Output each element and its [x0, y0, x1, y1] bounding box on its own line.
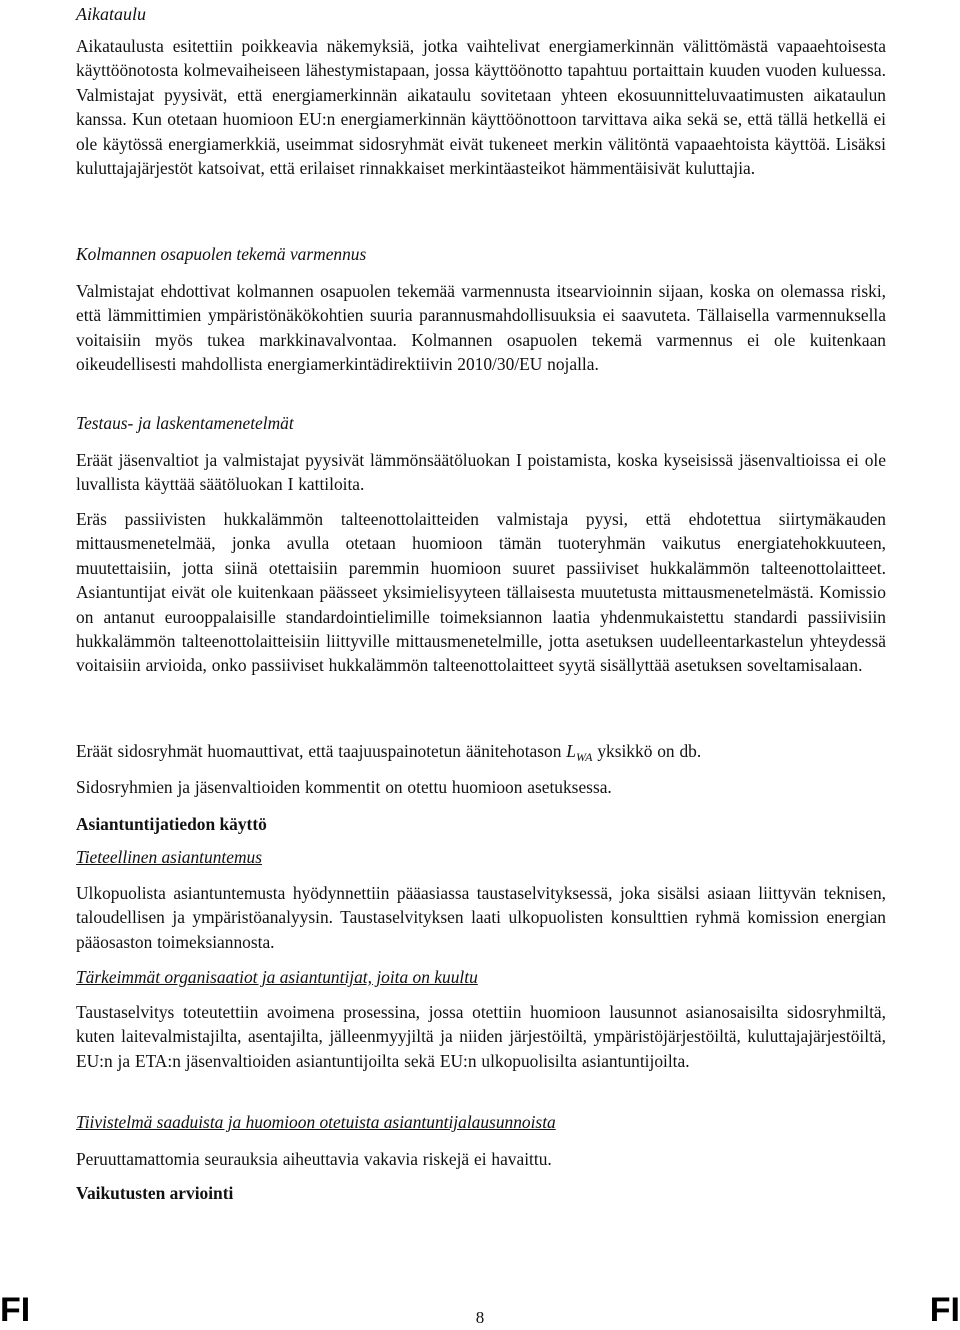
paragraph-text: Valmistajat ehdottivat kolmannen osapuolen tekemää varmennusta itsearvioinnin sijaan, koska on olemassa riski, että lämmittimien ympäristönäkökohtien suuria parannusmahdollisuuksia ei saavuteta. Tällaisella varmennuksella voitaisiin myös tukea markkinavalvontaa. Kolmannen osapuolen tekemä varmennus ei ole kuitenkaan oikeudellisesti mahdollista energiamerkintädirektiivin 2010/30/EU nojalla.: [76, 281, 886, 375]
lwa-symbol: L: [566, 741, 576, 761]
paragraph-text: Peruuttamattomia seurauksia aiheuttavia vakavia riskejä ei havaittu.: [76, 1149, 552, 1169]
section-heading-asiantuntijatiedon-kaytto: [76, 812, 886, 836]
paragraph-text-start: Eräät sidosryhmät huomauttivat, että taajuuspainotetun äänitehotason: [76, 741, 567, 761]
heading-text: Vaikutusten arviointi: [76, 1183, 234, 1203]
paragraph-text: Eräät jäsenvaltiot ja valmistajat pyysivät lämmönsäätöluokan I poistamista, koska kyseisissä jäsenvaltioissa ei ole luvallista käyttää säätöluokan I kattiloita.: [76, 450, 886, 495]
heading-text: Tiivistelmä saaduista ja huomioon otetuista asiantuntijalausunnoista: [76, 1112, 556, 1132]
section-heading-tieteellinen: [76, 845, 886, 869]
paragraph-text-end: yksikkö on db.: [592, 741, 702, 761]
footer-language-right: FI: [929, 1291, 960, 1329]
paragraph-tieteellinen: [76, 881, 886, 954]
heading-text: Tieteellinen asiantuntemus: [76, 847, 262, 867]
paragraph-testaus-3: [76, 739, 886, 769]
heading-text: Testaus- ja laskentamenetelmät: [76, 413, 294, 433]
paragraph-text: [76, 739, 886, 769]
paragraph-text: Taustaselvitys toteutettiin avoimena prosessina, jossa otettiin huomioon lausunnot asianosaisilta sidosryhmiltä, kuten laitevalmistajilta, asentajilta, jälleenmyyjiltä ja niiden järjestöiltä, ympäristöjärjestöiltä, kuluttajajärjestöiltä, EU:n ja ETA:n jäsenvaltioiden asiantuntijoilta sekä EU:n ulkopuolisilta asiantuntijoilta.: [76, 1002, 886, 1071]
paragraph-testaus-1: [76, 448, 886, 497]
paragraph-text: Aikataulusta esitettiin poikkeavia näkemyksiä, jotka vaihtelivat energiamerkinnän välittömästä vapaaehtoisesta käyttöönotosta kolmevaiheiseen lähestymistapaan, jossa käyttöönotto tapahtuu portaittain kuuden vuoden kuluessa. Valmistajat pyysivät, että energiamerkinnän aikataulu sovitetaan yhteen ekosuunnitteluvaatimusten aikataulun kanssa. Kun otetaan huomioon EU:n energiamerkinnän käyttöönottoon tarvittava aika sekä se, että tällä hetkellä ei ole käytössä energiamerkkiä, useimmat sidosryhmät eivät tukeneet merkin välitöntä vapaaehtoista käyttöä. Lisäksi kuluttajajärjestöt katsoivat, että erilaiset rinnakkaiset merkintäasteikot hämmentäisivät kuluttajia.: [76, 36, 886, 179]
footer-language-left: FI: [0, 1291, 31, 1329]
paragraph-text: Ulkopuolista asiantuntemusta hyödynnettiin pääasiassa taustaselvityksessä, joka sisälsi asiaan liittyvän teknisen, taloudellisen ja ympäristöanalyysin. Taustaselvityksen laati ulkopuolisten konsulttien ryhmä komission energian pääosaston toimeksiannosta.: [76, 883, 886, 952]
paragraph-testaus-4: [76, 775, 886, 799]
paragraph-varmennus: [76, 279, 886, 377]
heading-text: Kolmannen osapuolen tekemä varmennus: [76, 244, 367, 264]
paragraph-organisaatiot: [76, 1000, 886, 1073]
section-heading-tiivistelma: [76, 1110, 886, 1134]
section-heading-aikataulu: Aikataulu: [76, 4, 146, 24]
section-heading-testaus: [76, 411, 886, 435]
paragraph-tiivistelma: [76, 1147, 886, 1171]
paragraph-text: Sidosryhmien ja jäsenvaltioiden kommentit on otettu huomioon asetuksessa.: [76, 777, 612, 797]
heading-text: Tärkeimmät organisaatiot ja asiantuntijat, joita on kuultu: [76, 967, 478, 987]
lwa-subscript: WA: [575, 750, 593, 764]
paragraph-aikataulu: [76, 34, 886, 180]
section-heading-varmennus: [76, 242, 886, 266]
section-heading-organisaatiot: [76, 965, 886, 989]
footer-page-number: 8: [475, 1308, 485, 1327]
heading-text: Asiantuntijatiedon käyttö: [76, 814, 267, 834]
section-heading-vaikutusten-arviointi: [76, 1181, 886, 1205]
paragraph-text: Eräs passiivisten hukkalämmön talteenottolaitteiden valmistaja pyysi, että ehdotettua siirtymäkauden mittausmenetelmää, jonka avulla otetaan huomioon tämän tuoteryhmän vaikutus energiatehokkuuteen, muutettaisiin, jotta siinä otettaisiin paremmin huomioon suuret passiiviset hukkalämmön talteenottolaitteet. Asiantuntijat eivät ole kuitenkaan päässeet yksimielisyyteen tällaisesta muutetusta mittausmenetelmästä. Komissio on antanut eurooppalaisille standardointielimille toimeksiannon laatia yhdenmukaistettu standardi passiivisiin hukkalämmön talteenottolaitteisiin liittyville mittausmenetelmille, jotta asetuksen uudelleentarkastelun yhteydessä voitaisiin arvioida, onko passiiviset hukkalämmön talteenottolaitteet syytä sisällyttää asetuksen soveltamisalaan.: [76, 509, 886, 676]
paragraph-testaus-2: [76, 507, 886, 678]
